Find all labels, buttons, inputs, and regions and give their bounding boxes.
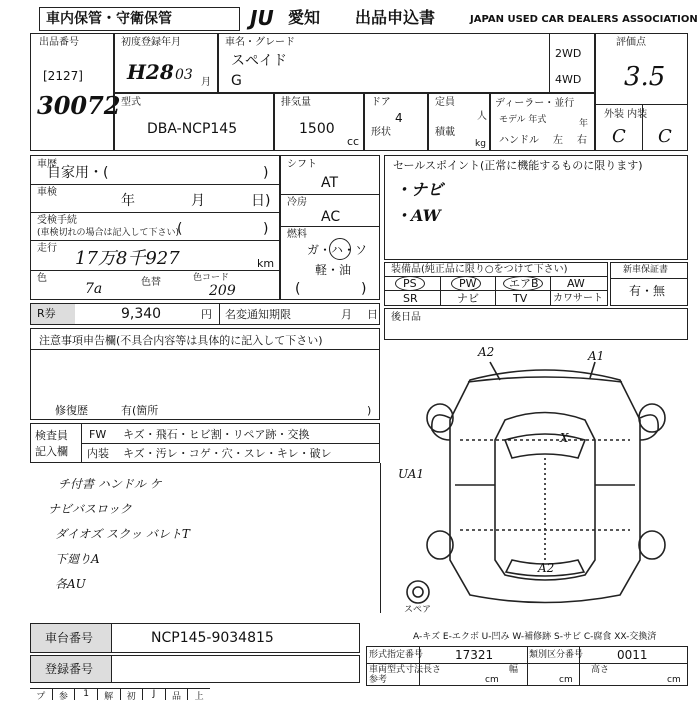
color-change-label: 色替 — [141, 277, 161, 288]
plate-row — [30, 655, 360, 683]
ext-int-label: 外装 内装 — [604, 109, 648, 120]
recycle-value: 9,340 — [121, 306, 162, 322]
length-label: 長さ — [423, 665, 442, 675]
displacement-value: 1500 — [299, 121, 335, 137]
capacity-label: 定員 — [435, 97, 455, 108]
class-label: 類別区分番号 — [529, 650, 584, 660]
chassis-row — [30, 623, 360, 653]
color-code: 209 — [209, 283, 236, 299]
drive-4wd: 4WD — [555, 73, 582, 86]
unit-cm-3: cm — [667, 675, 681, 685]
handwritten-line-5: 各AU — [55, 577, 86, 591]
model-value: DBA-NCP145 — [147, 121, 238, 137]
handwritten-line-4: 下廻りA — [55, 552, 100, 566]
org-name: 愛知 — [288, 8, 321, 27]
fuel-options-2: 軽・油 — [315, 263, 352, 277]
storage-badge-text: 車内保管・守衛保管 — [46, 11, 172, 27]
handle-right: 右 — [577, 135, 587, 146]
warranty-label: 新車保証書 — [623, 265, 669, 275]
aircon-value: AC — [321, 209, 341, 225]
fw-label: FW — [89, 428, 107, 441]
car-label: 車名・グレード — [225, 37, 295, 48]
lot-label: 出品番号 — [39, 37, 79, 48]
spec-table — [366, 646, 688, 686]
notes-label: 注意事項申告欄(不具合内容等は具体的に記入して下さい) — [39, 334, 323, 347]
lot-sub: [2127] — [43, 69, 83, 83]
equip-aw: AW — [567, 277, 585, 290]
lot-number: 30072 — [37, 91, 121, 120]
bottom-cell-2: 参 — [53, 689, 76, 700]
equip-navi: ナビ — [457, 292, 479, 305]
doors-label: ドア — [371, 97, 391, 108]
inspector-label-1: 検査員 — [35, 429, 68, 442]
plate-label: 登録番号 — [45, 662, 94, 676]
load-unit: kg — [475, 139, 486, 149]
aircon-label: 冷房 — [287, 197, 307, 208]
displacement-unit: cc — [347, 135, 360, 148]
inspection-label: 車検 — [37, 187, 57, 198]
bottom-cell-3: 1 — [75, 689, 98, 700]
repair-close: ) — [367, 404, 372, 417]
color-code-label: 色コード — [193, 273, 230, 283]
ju-logo: JU — [250, 6, 274, 30]
mileage-value: 17万8千927 — [75, 248, 180, 269]
bottom-cell-6: J — [143, 689, 166, 700]
equip-sr: SR — [403, 292, 418, 305]
evaluation-score: 3.5 — [624, 62, 666, 92]
unit-cm-2: cm — [559, 675, 573, 685]
fuel-label: 燃料 — [287, 229, 307, 240]
inspection-day: 日) — [251, 193, 271, 209]
fuel-paren-close: ) — [361, 281, 367, 297]
repair-value: 有(箇所 — [121, 404, 159, 417]
fw-items: キズ・飛石・ヒビ割・リペア跡・交換 — [123, 428, 310, 441]
bottom-cell-5: 初 — [121, 689, 144, 700]
exterior-score: C — [612, 126, 626, 147]
registration-year: H28 — [127, 60, 174, 84]
bottom-cell-1: プ — [30, 689, 53, 700]
model-year-label: モデル 年式 — [499, 115, 547, 125]
car-name: スペイド — [231, 53, 287, 69]
selling-point-2: ・AW — [395, 206, 441, 225]
damage-mark-rear: A2 — [538, 561, 555, 575]
history-value: 自家用・( — [47, 165, 109, 181]
mileage-unit: km — [257, 257, 275, 270]
inspector-label-2: 記入欄 — [35, 445, 68, 458]
ref-label: 参考 — [369, 675, 388, 685]
registration-label: 初度登録年月 — [121, 37, 181, 48]
shift-value: AT — [321, 175, 339, 191]
inspection-year: 年 — [121, 193, 135, 209]
fuel-options: ガ・ハ・ソ — [307, 243, 368, 257]
recycle-unit: 円 — [201, 308, 212, 321]
receipt-open: ( — [177, 221, 183, 237]
class-value: 0011 — [617, 648, 648, 662]
handwritten-line-1: チ付書 ハンドル ケ — [58, 477, 162, 491]
month-unit: 月 — [201, 77, 211, 88]
unit-cm-1: cm — [485, 675, 499, 685]
inspection-month: 月 — [191, 193, 205, 209]
mileage-label: 走行 — [37, 243, 57, 254]
tax-notice-label: 名変通知期限 — [225, 308, 291, 321]
spare-label: スペア — [404, 605, 432, 615]
color-label: 色 — [37, 273, 47, 284]
bottom-row — [30, 688, 210, 700]
interior-items: キズ・汚レ・コゲ・穴・スレ・キレ・破レ — [123, 447, 332, 460]
history-label: 車歴 — [37, 159, 57, 170]
equip-ps: PS — [403, 277, 417, 290]
document-title: 出品申込書 — [355, 8, 436, 27]
interior-score: C — [658, 126, 672, 147]
color-value: 7a — [85, 281, 103, 297]
damage-mark-front-left: A2 — [478, 345, 495, 359]
damage-mark-roof: X — [560, 431, 569, 445]
dims-label: 車両型式寸法 — [369, 665, 424, 675]
handle-label: ハンドル — [499, 135, 539, 146]
equip-pw: PW — [459, 277, 477, 290]
model-label: 型式 — [121, 97, 141, 108]
receipt-note: (車検切れの場合は記入して下さい) — [37, 228, 180, 238]
car-grade: G — [231, 73, 242, 89]
handwritten-line-3: ダイオズ スクッ バレトT — [55, 527, 190, 541]
fuel-paren: ( — [295, 281, 301, 297]
shape-label: 形状 — [371, 127, 391, 138]
equip-carwasher: カワサート — [553, 293, 603, 304]
capacity-unit: 人 — [477, 111, 487, 122]
chassis-value: NCP145-9034815 — [151, 630, 274, 646]
receipt-label: 受検手続 — [37, 215, 77, 226]
repair-label: 修復歴 — [55, 404, 88, 417]
dealer-label: ディーラー・並行 — [495, 98, 575, 109]
chassis-label: 車台番号 — [45, 631, 94, 645]
bottom-cell-8: 上 — [194, 692, 204, 702]
handwritten-line-2: ナビバスロック — [48, 502, 132, 516]
bottom-cell-4: 解 — [98, 689, 121, 700]
warranty-value: 有・無 — [629, 284, 666, 298]
height-label: 高さ — [591, 665, 610, 675]
bottom-cell-7: 品 — [166, 689, 189, 700]
drive-2wd: 2WD — [555, 47, 582, 60]
recycle-label: R券 — [37, 307, 56, 320]
equip-tv: TV — [513, 292, 528, 305]
year-unit: 年 — [579, 119, 589, 129]
handle-left: 左 — [553, 135, 563, 146]
back-seat-label: 後日品 — [391, 312, 421, 323]
displacement-label: 排気量 — [281, 97, 311, 108]
damage-mark-front-right: A1 — [588, 349, 605, 363]
damage-mark-left-side: UA1 — [398, 467, 425, 481]
type-label: 形式指定番号 — [369, 650, 424, 660]
history-close: ) — [263, 165, 269, 181]
load-label: 積載 — [435, 127, 455, 138]
type-value: 17321 — [455, 648, 494, 662]
registration-month: 03 — [175, 67, 193, 83]
width-label: 幅 — [509, 665, 519, 675]
doors-value: 4 — [395, 111, 403, 125]
tax-notice-day: 日 — [367, 308, 378, 321]
equipment-label: 装備品(純正品に限り○をつけて下さい) — [391, 264, 568, 275]
shift-label: シフト — [287, 159, 317, 170]
equip-airbag: エアB — [509, 277, 539, 290]
evaluation-label: 評価点 — [616, 37, 646, 48]
receipt-close: ) — [263, 221, 269, 237]
damage-legend: A-キズ E-エクボ U-凹み W-補修跡 S-サビ C-腐食 XX-交換済 — [413, 632, 657, 642]
selling-points-label: セールスポイント(正常に機能するものに限ります) — [393, 159, 643, 172]
selling-point-1: ・ナビ — [395, 180, 444, 199]
tax-notice-month: 月 — [341, 308, 352, 321]
association-name: JAPAN USED CAR DEALERS ASSOCIATION — [470, 14, 698, 25]
interior-label: 内装 — [87, 447, 109, 460]
